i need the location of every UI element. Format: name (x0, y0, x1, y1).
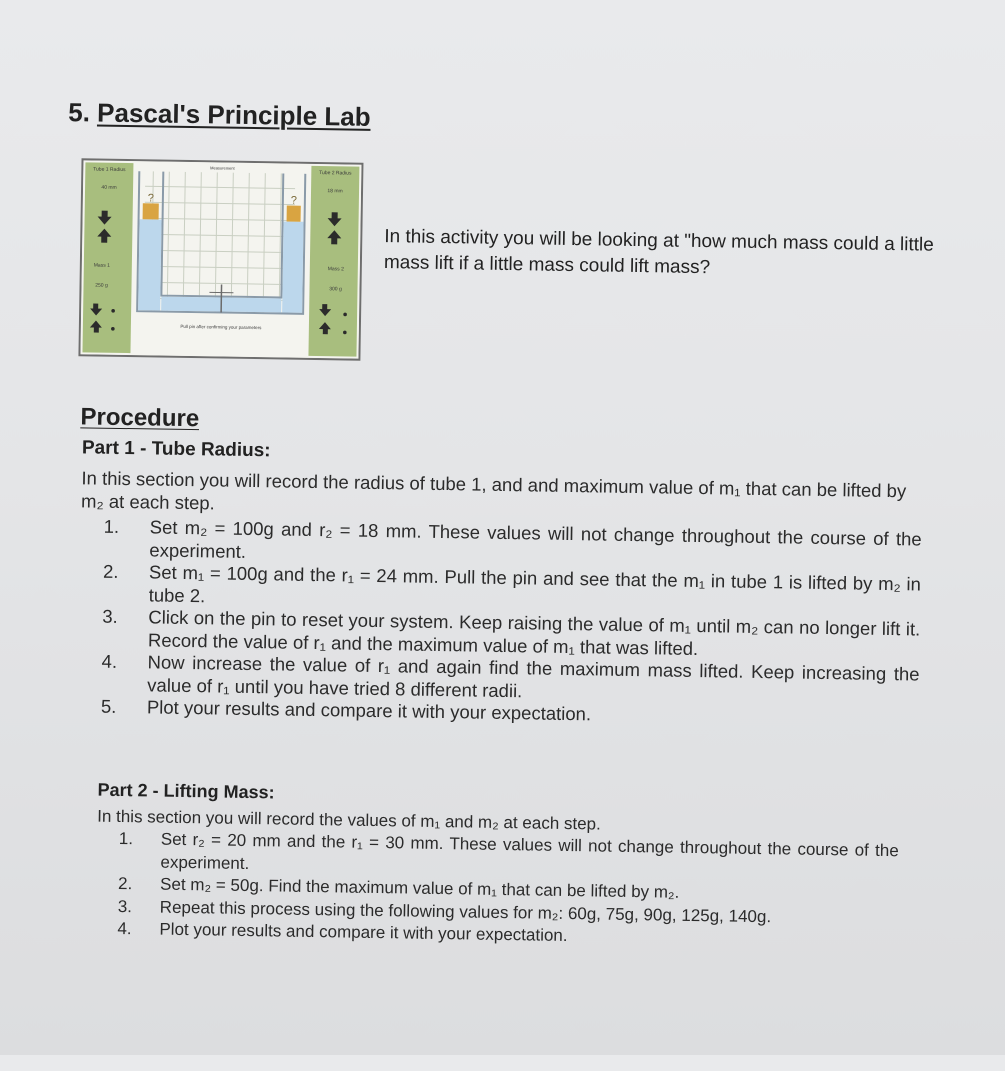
section-number: 5. (68, 97, 90, 127)
left-control-panel (82, 162, 133, 353)
step-number: 4. (101, 651, 117, 674)
step-number: 1. (119, 828, 134, 851)
step-text: Plot your results and compare it with your expectation. (159, 920, 567, 945)
step-number: 1. (104, 516, 120, 539)
mass1-value: 250 g (95, 283, 108, 289)
measurement-label: Measurement (210, 165, 235, 170)
step-number: 3. (102, 606, 118, 629)
part2-steps (117, 828, 899, 953)
pin-caption: Pull pin after confirming your parameters (180, 324, 262, 330)
part2-section (0, 0, 1005, 16)
title-text: Pascal's Principle Lab (97, 98, 371, 132)
tube2-radius-label: Tube 2 Radius (319, 170, 352, 177)
step-text: Now increase the value of r₁ and again find the maximum mass lifted. Keep increasing the value of r₁ until you have tried 8 different radii. (147, 651, 920, 700)
step-number: 3. (118, 895, 133, 918)
step-text: Repeat this process using the following values for m₂: 60g, 75g, 90g, 125g, 140g. (160, 897, 772, 926)
part1-steps (101, 516, 922, 731)
tube1-radius-value: 40 mm (101, 185, 116, 191)
part2-heading: Part 2 - Lifting Mass: (97, 780, 274, 804)
tube2-radius-value: 18 mm (327, 188, 342, 194)
part1-heading: Part 1 - Tube Radius: (82, 437, 271, 462)
procedure-heading: Procedure (80, 403, 199, 433)
step-text: Set m₁ = 100g and the r₁ = 24 mm. Pull the pin and see that the m₁ in tube 1 is lifted by m₂ in tube 2. (149, 561, 922, 605)
right-control-panel (308, 166, 359, 357)
mass2-value: 300 g (329, 286, 342, 292)
mass-2-block (287, 206, 301, 222)
step-number: 5. (101, 696, 117, 719)
step-text: Set r₂ = 20 mm and the r₁ = 30 mm. These values will not change throughout the course of the experiment. (160, 830, 899, 873)
step-number: 2. (118, 873, 133, 896)
step-text: Click on the pin to reset your system. Keep raising the value of m₁ until m₂ can no longer lift it. Record the value of r₁ and the maximum value of m₁ that was lifted. (148, 606, 921, 658)
step-text: Set m₂ = 100g and r₂ = 18 mm. These values will not change throughout the course of the experiment. (149, 516, 922, 561)
part1-intro: In this section you will record the radius of tube 1, and and maximum value of m₁ that can be lifted by m₂ at each step. (81, 466, 932, 525)
step-number: 2. (103, 561, 119, 584)
tube1-radius-label: Tube 1 Radius (93, 166, 126, 173)
mass1-unknown-mark: ? (148, 192, 154, 204)
step-text: Set m₂ = 50g. Find the maximum value of m₁ that can be lifted by m₂. (160, 875, 679, 902)
mass1-label: Mass 1 (94, 263, 110, 269)
simulation-image (78, 158, 363, 360)
mass-1-block (143, 203, 159, 219)
page-title (68, 97, 371, 133)
mass2-label: Mass 2 (328, 266, 344, 272)
mass2-unknown-mark: ? (291, 195, 297, 207)
step-text: Plot your results and compare it with your expectation. (147, 696, 591, 724)
activity-intro: In this activity you will be looking at "how much mass could a little mass lift if a little mass could lift mass? (384, 224, 965, 285)
part2-intro: In this section you will record the values of m₁ and m₂ at each step. (97, 805, 897, 841)
step-number: 4. (117, 918, 132, 941)
